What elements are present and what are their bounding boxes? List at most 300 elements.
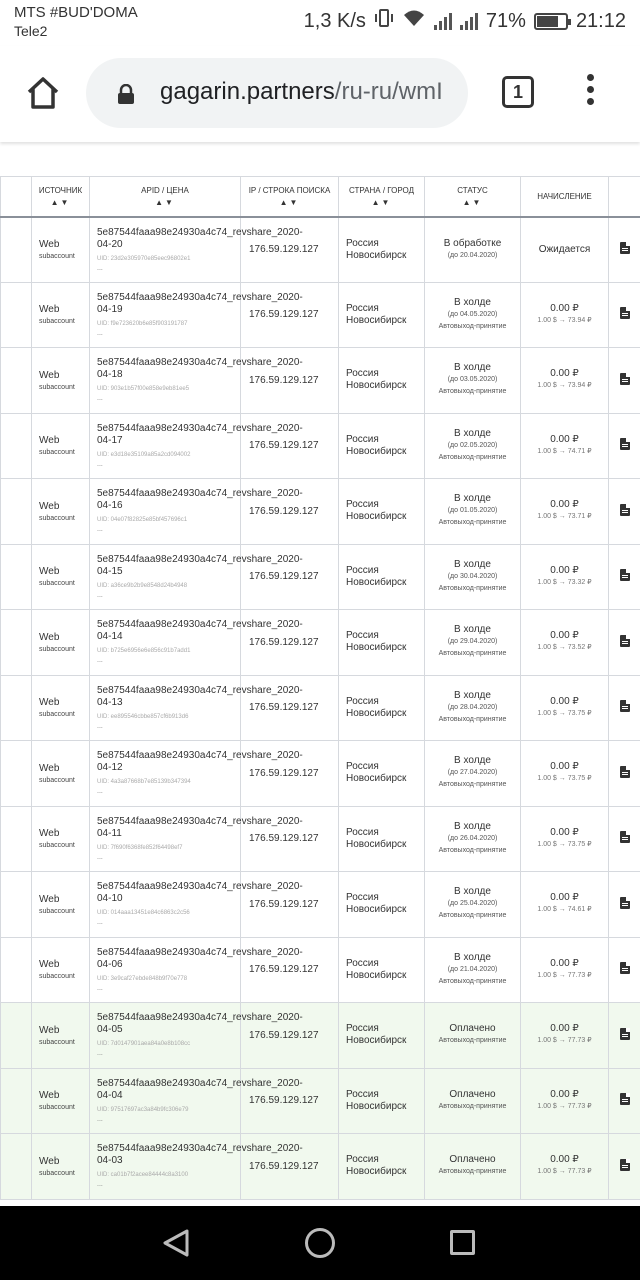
status-cell [425, 348, 521, 414]
details-cell [609, 741, 640, 807]
country: Россия [346, 630, 379, 642]
column-header-select [1, 177, 32, 217]
charge-cell [521, 741, 609, 807]
nav-home-icon[interactable] [305, 1228, 335, 1258]
sort-arrows-icon[interactable]: ▲▼ [155, 197, 175, 207]
url-text[interactable] [160, 78, 443, 106]
uid-value: UID: 7d0147901aea84a0e8b108cc [97, 1041, 191, 1048]
charge-cell [521, 1003, 609, 1069]
status-cell [425, 806, 521, 872]
status-date: (до 29.04.2020) [447, 638, 498, 646]
city: Новосибирск [346, 576, 407, 588]
apid-more[interactable]: ... [97, 591, 103, 599]
country: Россия [346, 499, 379, 511]
status-date: (до 27.04.2020) [447, 769, 498, 777]
geo-cell [339, 806, 425, 872]
table-row[interactable] [1, 937, 640, 1003]
city: Новосибирск [346, 380, 407, 392]
document-icon[interactable] [620, 307, 630, 319]
sort-arrows-icon[interactable]: ▲▼ [279, 197, 300, 207]
status-auto-accept: Автовыход-принятие [438, 453, 507, 461]
geo-cell [339, 1134, 425, 1200]
status-auto-accept: Автовыход-принятие [438, 715, 507, 723]
status-indicators [304, 8, 626, 34]
status-date: (до 30.04.2020) [447, 572, 498, 580]
city: Новосибирск [346, 1035, 407, 1047]
ip-cell: 176.59.129.127 [241, 413, 339, 479]
details-cell [609, 1003, 640, 1069]
apid-value: 5e87544faaa98e24930a4c74_revshare_2020-04-16 [97, 488, 303, 512]
signal-icon-sim1 [434, 12, 452, 30]
browser-toolbar [0, 46, 640, 142]
details-cell [609, 348, 640, 414]
source-subaccount: subaccount [39, 383, 75, 391]
source-name: Web [39, 697, 60, 709]
source-name: Web [39, 631, 60, 643]
ip-cell: 176.59.129.127 [241, 1068, 339, 1134]
ip-cell: 176.59.129.127 [241, 1134, 339, 1200]
status-text: В холде [454, 427, 491, 439]
row-select-cell [1, 610, 32, 676]
status-cell [425, 1134, 521, 1200]
charge-cell [521, 872, 609, 938]
carrier-name-primary: MTS #BUD'DOMA [14, 4, 138, 21]
table-row[interactable] [1, 544, 640, 610]
source-subaccount: subaccount [39, 776, 75, 784]
status-text: Оплачено [449, 1154, 496, 1166]
exchange-rate: 1.00 $ → 77.73 ₽ [537, 971, 592, 979]
geo-cell [339, 675, 425, 741]
status-date: (до 21.04.2020) [447, 965, 498, 973]
exchange-rate: 1.00 $ → 73.75 ₽ [537, 840, 592, 848]
url-domain: gagarin.partners [160, 78, 335, 105]
status-auto-accept: Автовыход-принятие [438, 584, 507, 592]
details-cell [609, 937, 640, 1003]
leads-table [0, 176, 640, 1200]
country: Россия [346, 368, 379, 380]
status-cell [425, 1068, 521, 1134]
source-subaccount: subaccount [39, 1169, 75, 1177]
details-cell [609, 544, 640, 610]
charge-amount: 0.00 ₽ [550, 957, 579, 969]
apid-more[interactable]: ... [97, 853, 103, 861]
exchange-rate: 1.00 $ → 73.94 ₽ [537, 316, 592, 324]
source-name: Web [39, 893, 60, 905]
details-cell [609, 217, 640, 283]
source-subaccount: subaccount [39, 580, 75, 588]
charge-amount: 0.00 ₽ [550, 892, 579, 904]
exchange-rate: 1.00 $ → 73.75 ₽ [537, 775, 592, 783]
status-text: В холде [454, 362, 491, 374]
vibrate-icon [374, 8, 394, 34]
apid-value: 5e87544faaa98e24930a4c74_revshare_2020-04-05 [97, 1012, 303, 1036]
uid-value: UID: 7f690f6368fe852f64498ef7 [97, 844, 183, 851]
status-auto-accept: Автовыход-принятие [438, 846, 507, 854]
source-name: Web [39, 435, 60, 447]
country: Россия [346, 433, 379, 445]
document-icon[interactable] [620, 700, 630, 712]
url-path: /ru-ru/wmI [334, 78, 443, 105]
exchange-rate: 1.00 $ → 73.52 ₽ [537, 644, 592, 652]
source-subaccount: subaccount [39, 645, 75, 653]
exchange-rate: 1.00 $ → 77.73 ₽ [537, 1037, 592, 1045]
apid-more[interactable]: ... [97, 1181, 103, 1189]
ip-cell: 176.59.129.127 [241, 872, 339, 938]
sort-arrows-icon[interactable]: ▲▼ [371, 197, 392, 207]
apid-value: 5e87544faaa98e24930a4c74_revshare_2020-04-15 [97, 553, 303, 577]
lock-icon [117, 84, 135, 104]
geo-cell [339, 544, 425, 610]
status-text: Оплачено [449, 1088, 496, 1100]
city: Новосибирск [346, 1100, 407, 1112]
apid-more[interactable]: ... [97, 984, 103, 992]
details-cell [609, 413, 640, 479]
tab-switcher-button[interactable]: 1 [502, 76, 534, 108]
back-icon[interactable] [160, 1228, 192, 1258]
apid-value: 5e87544faaa98e24930a4c74_revshare_2020-04-06 [97, 946, 303, 970]
charge-cell [521, 1068, 609, 1134]
apid-value: 5e87544faaa98e24930a4c74_revshare_2020-04-18 [97, 357, 303, 381]
column-header-charge: НАЧИСЛЕНИЕ [521, 177, 609, 217]
apid-more[interactable]: ... [97, 1050, 103, 1058]
uid-value: UID: a36ce9b2b9e8548d24b4948 [97, 582, 188, 589]
uid-value: UID: 4a3a87668b7e85139b347394 [97, 779, 191, 786]
table-row[interactable] [1, 675, 640, 741]
table-row[interactable] [1, 1134, 640, 1200]
city: Новосибирск [346, 314, 407, 326]
status-text: В холде [454, 820, 491, 832]
city: Новосибирск [346, 249, 407, 261]
recent-apps-icon[interactable] [450, 1230, 475, 1255]
uid-value: UID: 903e1b57f00e858e9eb81ee5 [97, 386, 190, 393]
apid-value: 5e87544faaa98e24930a4c74_revshare_2020-04-20 [97, 226, 303, 250]
page-content [0, 176, 640, 1206]
charge-amount: 0.00 ₽ [550, 1088, 579, 1100]
exchange-rate: 1.00 $ → 74.71 ₽ [537, 447, 592, 455]
apid-more[interactable]: ... [97, 788, 103, 796]
source-subaccount: subaccount [39, 842, 75, 850]
apid-more[interactable]: ... [97, 526, 103, 534]
document-icon[interactable] [620, 766, 630, 778]
source-subaccount: subaccount [39, 253, 75, 260]
charge-amount: 0.00 ₽ [550, 630, 579, 642]
source-cell [32, 348, 90, 414]
document-icon[interactable] [620, 569, 630, 581]
status-text: В холде [454, 755, 491, 767]
status-cell [425, 741, 521, 807]
status-date: (до 03.05.2020) [447, 376, 498, 384]
apid-value: 5e87544faaa98e24930a4c74_revshare_2020-04-04 [97, 1077, 303, 1101]
source-name: Web [39, 239, 60, 250]
table-row[interactable] [1, 741, 640, 807]
uid-value: UID: b725e6956e6e856c91b7add1 [97, 648, 191, 655]
apid-more[interactable]: ... [97, 395, 103, 403]
country: Россия [346, 892, 379, 904]
row-select-cell [1, 479, 32, 545]
status-auto-accept: Автовыход-принятие [438, 650, 507, 658]
geo-cell [339, 1068, 425, 1134]
sort-arrows-icon[interactable]: ▲▼ [462, 197, 483, 207]
exchange-rate: 1.00 $ → 77.73 ₽ [537, 1102, 592, 1110]
battery-percent: 71% [485, 9, 526, 32]
address-bar[interactable] [86, 58, 468, 128]
apid-more[interactable]: ... [97, 1115, 103, 1123]
status-auto-accept: Автовыход-принятие [438, 912, 507, 920]
table-header-row [1, 177, 640, 217]
row-select-cell [1, 217, 32, 283]
source-name: Web [39, 500, 60, 512]
status-date: (до 25.04.2020) [447, 900, 498, 908]
column-header-status[interactable]: СТАТУС ▲▼ [425, 177, 521, 217]
uid-value: UID: e3d18e35109a85a2cd094002 [97, 451, 191, 458]
status-text: Оплачено [449, 1023, 496, 1035]
country: Россия [346, 826, 379, 838]
status-auto-accept: Автовыход-принятие [438, 1168, 507, 1176]
status-cell [425, 544, 521, 610]
geo-cell [339, 479, 425, 545]
charge-cell [521, 937, 609, 1003]
network-speed: 1,3 K/s [303, 9, 366, 32]
apid-more[interactable]: ... [97, 722, 103, 730]
source-cell [32, 413, 90, 479]
table-row[interactable] [1, 282, 640, 348]
document-icon[interactable] [620, 831, 630, 843]
status-cell [425, 413, 521, 479]
row-select-cell [1, 741, 32, 807]
document-icon[interactable] [620, 635, 630, 647]
apid-value: 5e87544faaa98e24930a4c74_revshare_2020-04-12 [97, 750, 303, 774]
document-icon[interactable] [620, 897, 630, 909]
status-auto-accept: Автовыход-принятие [438, 977, 507, 985]
status-date: (до 20.04.2020) [447, 251, 498, 259]
city: Новосибирск [346, 707, 407, 719]
document-icon[interactable] [620, 438, 630, 450]
apid-more[interactable]: ... [97, 264, 103, 272]
status-cell [425, 479, 521, 545]
country: Россия [346, 1023, 379, 1035]
document-icon[interactable] [620, 1093, 630, 1105]
source-subaccount: subaccount [39, 318, 75, 326]
source-cell [32, 1003, 90, 1069]
uid-value: UID: f9e723620b6e85f903191787 [97, 320, 188, 327]
ip-cell: 176.59.129.127 [241, 217, 339, 283]
source-cell [32, 741, 90, 807]
status-cell [425, 675, 521, 741]
charge-amount: 0.00 ₽ [550, 695, 579, 707]
country: Россия [346, 1154, 379, 1166]
source-name: Web [39, 1155, 60, 1167]
status-date: (до 28.04.2020) [447, 703, 498, 711]
ip-cell: 176.59.129.127 [241, 806, 339, 872]
charge-cell [521, 544, 609, 610]
apid-value: 5e87544faaa98e24930a4c74_revshare_2020-04-03 [97, 1143, 303, 1167]
status-date: (до 26.04.2020) [447, 834, 498, 842]
row-select-cell [1, 1068, 32, 1134]
column-header-apid[interactable]: APID / ЦЕНА ▲▼ [90, 177, 241, 217]
source-name: Web [39, 762, 60, 774]
ip-cell: 176.59.129.127 [241, 544, 339, 610]
charge-amount: 0.00 ₽ [550, 1023, 579, 1035]
apid-value: 5e87544faaa98e24930a4c74_revshare_2020-04-10 [97, 881, 303, 905]
charge-cell [521, 217, 609, 283]
column-header-geo[interactable]: СТРАНА / ГОРОД ▲▼ [339, 177, 425, 217]
exchange-rate: 1.00 $ → 73.94 ₽ [537, 382, 592, 390]
details-cell [609, 610, 640, 676]
charge-cell [521, 806, 609, 872]
exchange-rate: 1.00 $ → 77.73 ₽ [537, 1168, 592, 1176]
apid-value: 5e87544faaa98e24930a4c74_revshare_2020-04-11 [97, 815, 303, 839]
uid-value: UID: 04e07f82825e85bf457696c1 [97, 517, 188, 524]
source-subaccount: subaccount [39, 449, 75, 457]
home-icon[interactable] [24, 74, 62, 112]
document-icon[interactable] [620, 373, 630, 385]
column-header-ip[interactable]: IP / СТРОКА ПОИСКА ▲▼ [241, 177, 339, 217]
table-row[interactable] [1, 1068, 640, 1134]
row-select-cell [1, 872, 32, 938]
document-icon[interactable] [620, 242, 630, 254]
city: Новосибирск [346, 773, 407, 785]
charge-amount: 0.00 ₽ [550, 302, 579, 314]
uid-value: UID: 97517697ac3a84b9fc306e79 [97, 1106, 189, 1113]
source-subaccount: subaccount [39, 907, 75, 915]
row-select-cell [1, 937, 32, 1003]
status-date: (до 02.05.2020) [447, 441, 498, 449]
source-name: Web [39, 959, 60, 971]
country: Россия [346, 957, 379, 969]
charge-cell [521, 413, 609, 479]
charge-amount: 0.00 ₽ [550, 1154, 579, 1166]
geo-cell [339, 217, 425, 283]
source-name: Web [39, 304, 60, 316]
source-name: Web [39, 1090, 60, 1102]
source-name: Web [39, 1024, 60, 1036]
status-auto-accept: Автовыход-принятие [438, 388, 507, 396]
source-cell [32, 675, 90, 741]
status-cell [425, 872, 521, 938]
source-name: Web [39, 369, 60, 381]
source-subaccount: subaccount [39, 1104, 75, 1112]
table-row[interactable] [1, 217, 640, 283]
status-text: В холде [454, 951, 491, 963]
source-name: Web [39, 828, 60, 840]
table-row[interactable] [1, 872, 640, 938]
apid-value: 5e87544faaa98e24930a4c74_revshare_2020-04-17 [97, 422, 303, 446]
uid-value: UID: 014aaa13451e84c6863c2c56 [97, 910, 190, 917]
table-row[interactable] [1, 479, 640, 545]
city: Новосибирск [346, 904, 407, 916]
charge-amount: 0.00 ₽ [550, 368, 579, 380]
source-cell [32, 1068, 90, 1134]
country: Россия [346, 695, 379, 707]
document-icon[interactable] [620, 962, 630, 974]
clock: 21:12 [575, 9, 626, 32]
apid-value: 5e87544faaa98e24930a4c74_revshare_2020-04-19 [97, 291, 303, 315]
apid-more[interactable]: ... [97, 919, 103, 927]
sort-arrows-icon[interactable]: ▲▼ [50, 197, 71, 207]
source-name: Web [39, 566, 60, 578]
table-row[interactable] [1, 806, 640, 872]
geo-cell [339, 348, 425, 414]
apid-more[interactable]: ... [97, 329, 103, 337]
details-cell [609, 479, 640, 545]
details-cell [609, 1068, 640, 1134]
country: Россия [346, 237, 379, 249]
system-nav-bar [0, 1206, 640, 1280]
source-cell [32, 479, 90, 545]
wifi-icon [402, 8, 426, 34]
status-date: (до 04.05.2020) [447, 310, 498, 318]
more-vert-icon[interactable] [584, 74, 596, 110]
source-cell [32, 217, 90, 283]
charge-cell [521, 282, 609, 348]
source-cell [32, 282, 90, 348]
status-cell [425, 217, 521, 283]
row-select-cell [1, 1134, 32, 1200]
charge-amount: 0.00 ₽ [550, 826, 579, 838]
uid-value: UID: ee895546cbbe857cf6b913d6 [97, 713, 189, 720]
country: Россия [346, 302, 379, 314]
status-text: В обработке [443, 237, 502, 249]
ip-cell: 176.59.129.127 [241, 937, 339, 1003]
city: Новосибирск [346, 511, 407, 523]
status-text: В холде [454, 886, 491, 898]
row-select-cell [1, 1003, 32, 1069]
ip-cell: 176.59.129.127 [241, 610, 339, 676]
charge-amount: 0.00 ₽ [550, 564, 579, 576]
apid-value: 5e87544faaa98e24930a4c74_revshare_2020-04-14 [97, 619, 303, 643]
city: Новосибирск [346, 642, 407, 654]
carrier-name-secondary: Tele2 [14, 23, 48, 39]
ip-cell: 176.59.129.127 [241, 282, 339, 348]
source-subaccount: subaccount [39, 973, 75, 981]
ip-cell: 176.59.129.127 [241, 348, 339, 414]
source-cell [32, 872, 90, 938]
exchange-rate: 1.00 $ → 73.75 ₽ [537, 709, 592, 717]
document-icon[interactable] [620, 1159, 630, 1171]
table-row[interactable] [1, 413, 640, 479]
table-row[interactable] [1, 348, 640, 414]
apid-more[interactable]: ... [97, 657, 103, 665]
charge-amount: 0.00 ₽ [550, 499, 579, 511]
table-row[interactable] [1, 1003, 640, 1069]
details-cell [609, 872, 640, 938]
city: Новосибирск [346, 969, 407, 981]
ip-cell: 176.59.129.127 [241, 479, 339, 545]
status-cell [425, 1003, 521, 1069]
row-select-cell [1, 806, 32, 872]
source-cell [32, 1134, 90, 1200]
document-icon[interactable] [620, 504, 630, 516]
source-subaccount: subaccount [39, 711, 75, 719]
ip-cell: 176.59.129.127 [241, 741, 339, 807]
charge-amount: 0.00 ₽ [550, 433, 579, 445]
geo-cell [339, 282, 425, 348]
column-header-source[interactable]: ИСТОЧНИК ▲▼ [32, 177, 90, 217]
row-select-cell [1, 413, 32, 479]
battery-icon [534, 13, 568, 30]
apid-more[interactable]: ... [97, 460, 103, 468]
status-text: В холде [454, 296, 491, 308]
document-icon[interactable] [620, 1028, 630, 1040]
city: Новосибирск [346, 1166, 407, 1178]
geo-cell [339, 610, 425, 676]
status-text: В холде [454, 624, 491, 636]
source-subaccount: subaccount [39, 1038, 75, 1046]
uid-value: UID: ca01b7f2acee84444c8a3100 [97, 1172, 189, 1179]
status-text: В холде [454, 493, 491, 505]
source-cell [32, 937, 90, 1003]
table-row[interactable] [1, 610, 640, 676]
